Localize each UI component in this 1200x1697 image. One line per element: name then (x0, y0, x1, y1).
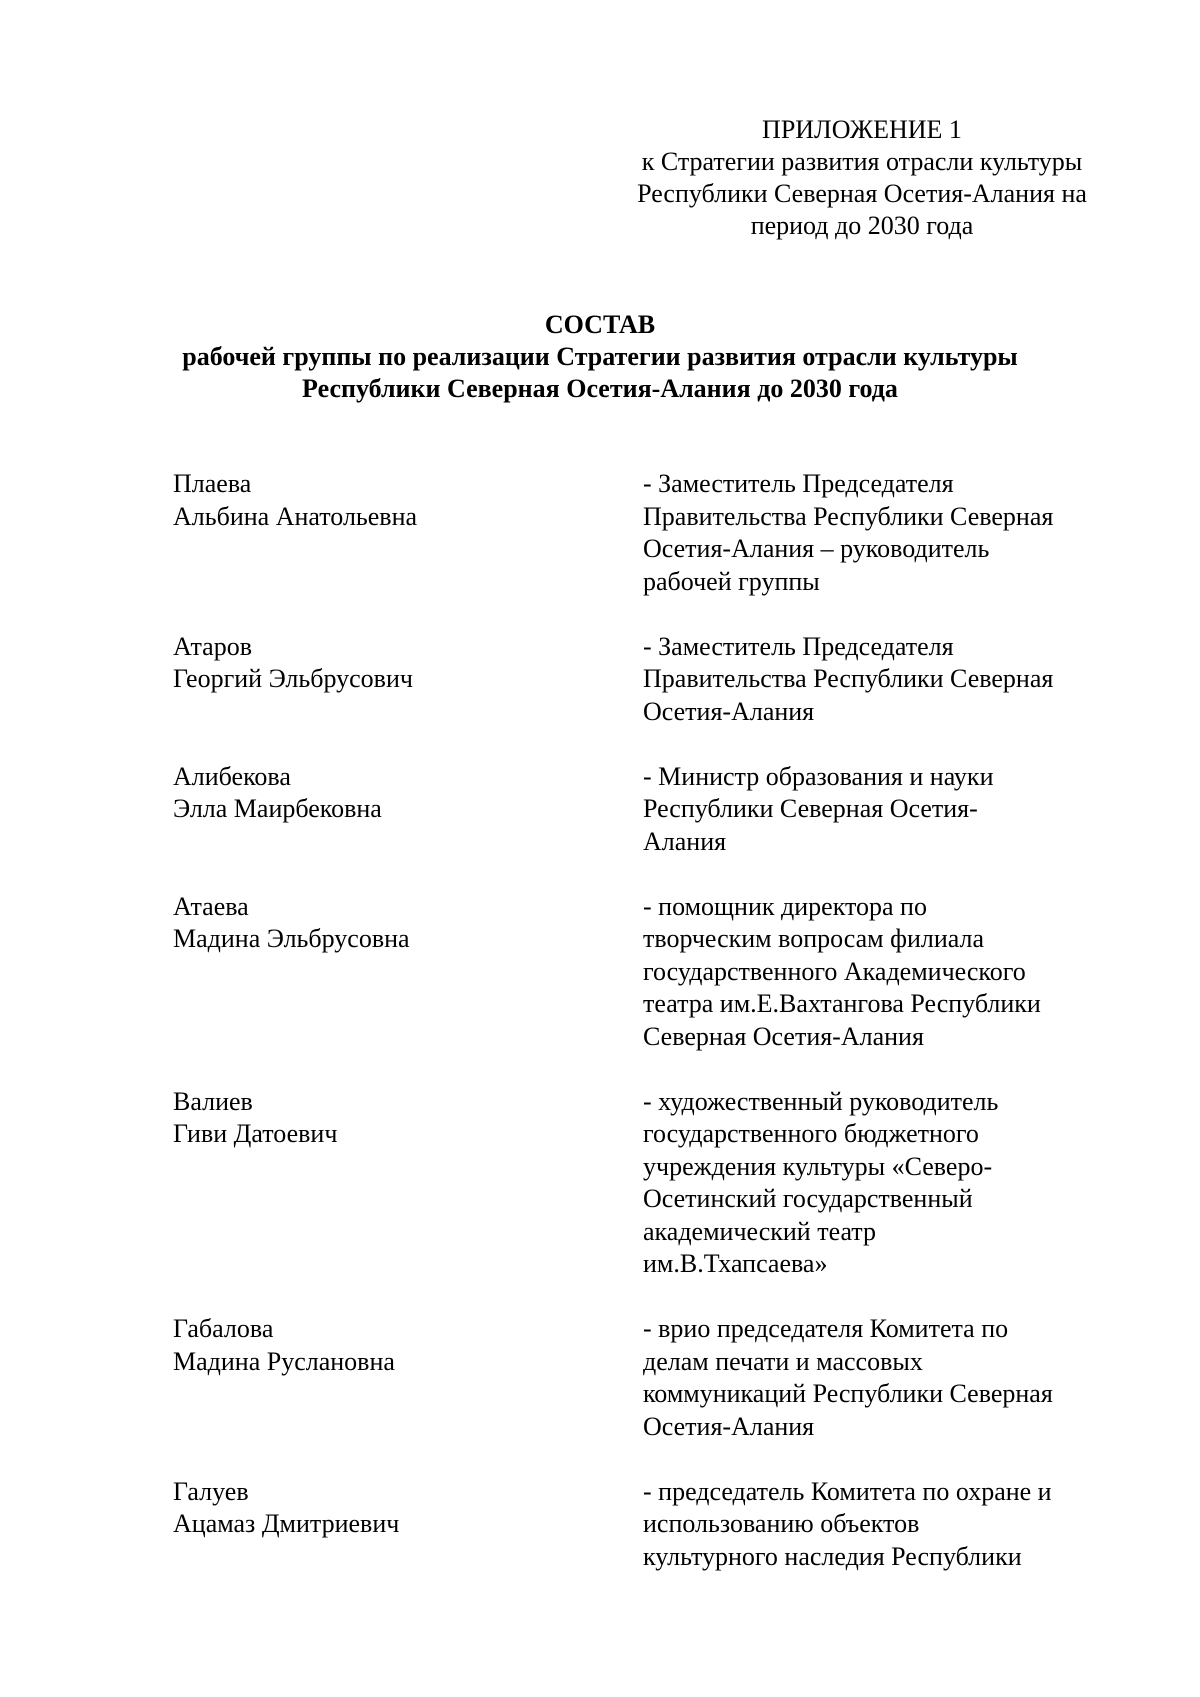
member-name (173, 1476, 643, 1574)
member-role-line: Северная Осетия-Алания (643, 1021, 924, 1051)
member-role-line: коммуникаций Республики Северная (643, 1379, 1053, 1408)
member-role (643, 1086, 1113, 1281)
member-role-line: - Министр образования и науки (643, 761, 994, 791)
member-given-names: Элла Маирбековна (173, 794, 382, 823)
member-role-line: - художественный руководитель (643, 1086, 999, 1116)
member-name (173, 761, 643, 859)
member-surname: Алибекова (173, 761, 291, 791)
member-row (173, 1476, 1123, 1574)
member-role-line: Осетинский государственный (643, 1184, 973, 1213)
document-subtitle-line: Республики Северная Осетия-Алания до 2030 года (302, 374, 898, 403)
member-given-names: Георгий Эльбрусович (173, 664, 413, 693)
member-given-names: Мадина Эльбрусовна (173, 924, 410, 953)
member-role-line: - Заместитель Председателя (643, 631, 954, 661)
member-role (643, 1313, 1113, 1443)
document-subtitle-line: рабочей группы по реализации Стратегии развития отрасли культуры (182, 342, 1018, 371)
member-row (173, 468, 1123, 598)
member-role-line: Правительства Республики Северная (643, 501, 1054, 531)
member-role-line: творческим вопросам филиала (643, 924, 985, 953)
member-role-line: Правительства Республики Северная (643, 664, 1054, 693)
appendix-block (612, 114, 1112, 242)
member-row (173, 891, 1123, 1054)
member-given-names: Гиви Датоевич (173, 1119, 338, 1148)
member-row (173, 761, 1123, 859)
member-surname: Габалова (173, 1314, 274, 1343)
member-role-line: рабочей группы (643, 566, 820, 596)
member-role-line: - врио председателя Комитета по (643, 1314, 1009, 1343)
member-name (173, 891, 643, 1054)
member-role (643, 468, 1113, 598)
appendix-line: к Стратегии развития отрасли культуры (641, 147, 1083, 176)
member-role (643, 891, 1113, 1054)
member-role-line: государственного бюджетного (643, 1119, 979, 1148)
member-role-line: - председатель Комитета по охране и (643, 1476, 1052, 1506)
member-role-line: театра им.Е.Вахтангова Республики (643, 989, 1041, 1018)
member-role-line: Осетия-Алания (643, 696, 815, 726)
member-name (173, 468, 643, 598)
document-title: СОСТАВ (544, 310, 656, 339)
member-role-line: им.В.Тхапсаева» (643, 1249, 828, 1278)
member-row (173, 1086, 1123, 1281)
members-list (173, 468, 1123, 1606)
member-role-line: культурного наследия Республики (643, 1541, 1022, 1571)
appendix-line: Республики Северная Осетия-Алания на (637, 179, 1087, 208)
member-given-names: Ацамаз Дмитриевич (173, 1509, 400, 1538)
document-heading (0, 309, 1200, 405)
member-row (173, 1313, 1123, 1443)
member-surname: Валиев (173, 1086, 253, 1116)
appendix-line: ПРИЛОЖЕНИЕ 1 (762, 115, 962, 144)
member-row (173, 631, 1123, 729)
member-role-line: академический театр (643, 1216, 876, 1246)
member-role (643, 631, 1113, 729)
member-surname: Плаева (173, 469, 252, 498)
member-surname: Атаров (173, 631, 252, 661)
member-role-line: - помощник директора по (643, 891, 927, 921)
member-given-names: Мадина Руслановна (173, 1346, 395, 1376)
member-name (173, 1313, 643, 1443)
member-role-line: Осетия-Алания (643, 1411, 815, 1441)
member-role-line: Алания (643, 826, 727, 856)
member-given-names: Альбина Анатольевна (173, 501, 418, 531)
member-role-line: делам печати и массовых (643, 1346, 923, 1376)
member-role-line: использованию объектов (643, 1509, 920, 1538)
member-name (173, 631, 643, 729)
member-role (643, 1476, 1113, 1574)
member-role-line: учреждения культуры «Северо- (643, 1151, 993, 1181)
member-role-line: Республики Северная Осетия- (643, 794, 978, 823)
member-surname: Галуев (173, 1476, 249, 1506)
member-role-line: государственного Академического (643, 956, 1026, 986)
member-surname: Атаева (173, 891, 249, 921)
member-role-line: - Заместитель Председателя (643, 469, 954, 498)
member-role (643, 761, 1113, 859)
member-name (173, 1086, 643, 1281)
member-role-line: Осетия-Алания – руководитель (643, 534, 990, 563)
appendix-line: период до 2030 года (750, 211, 974, 240)
